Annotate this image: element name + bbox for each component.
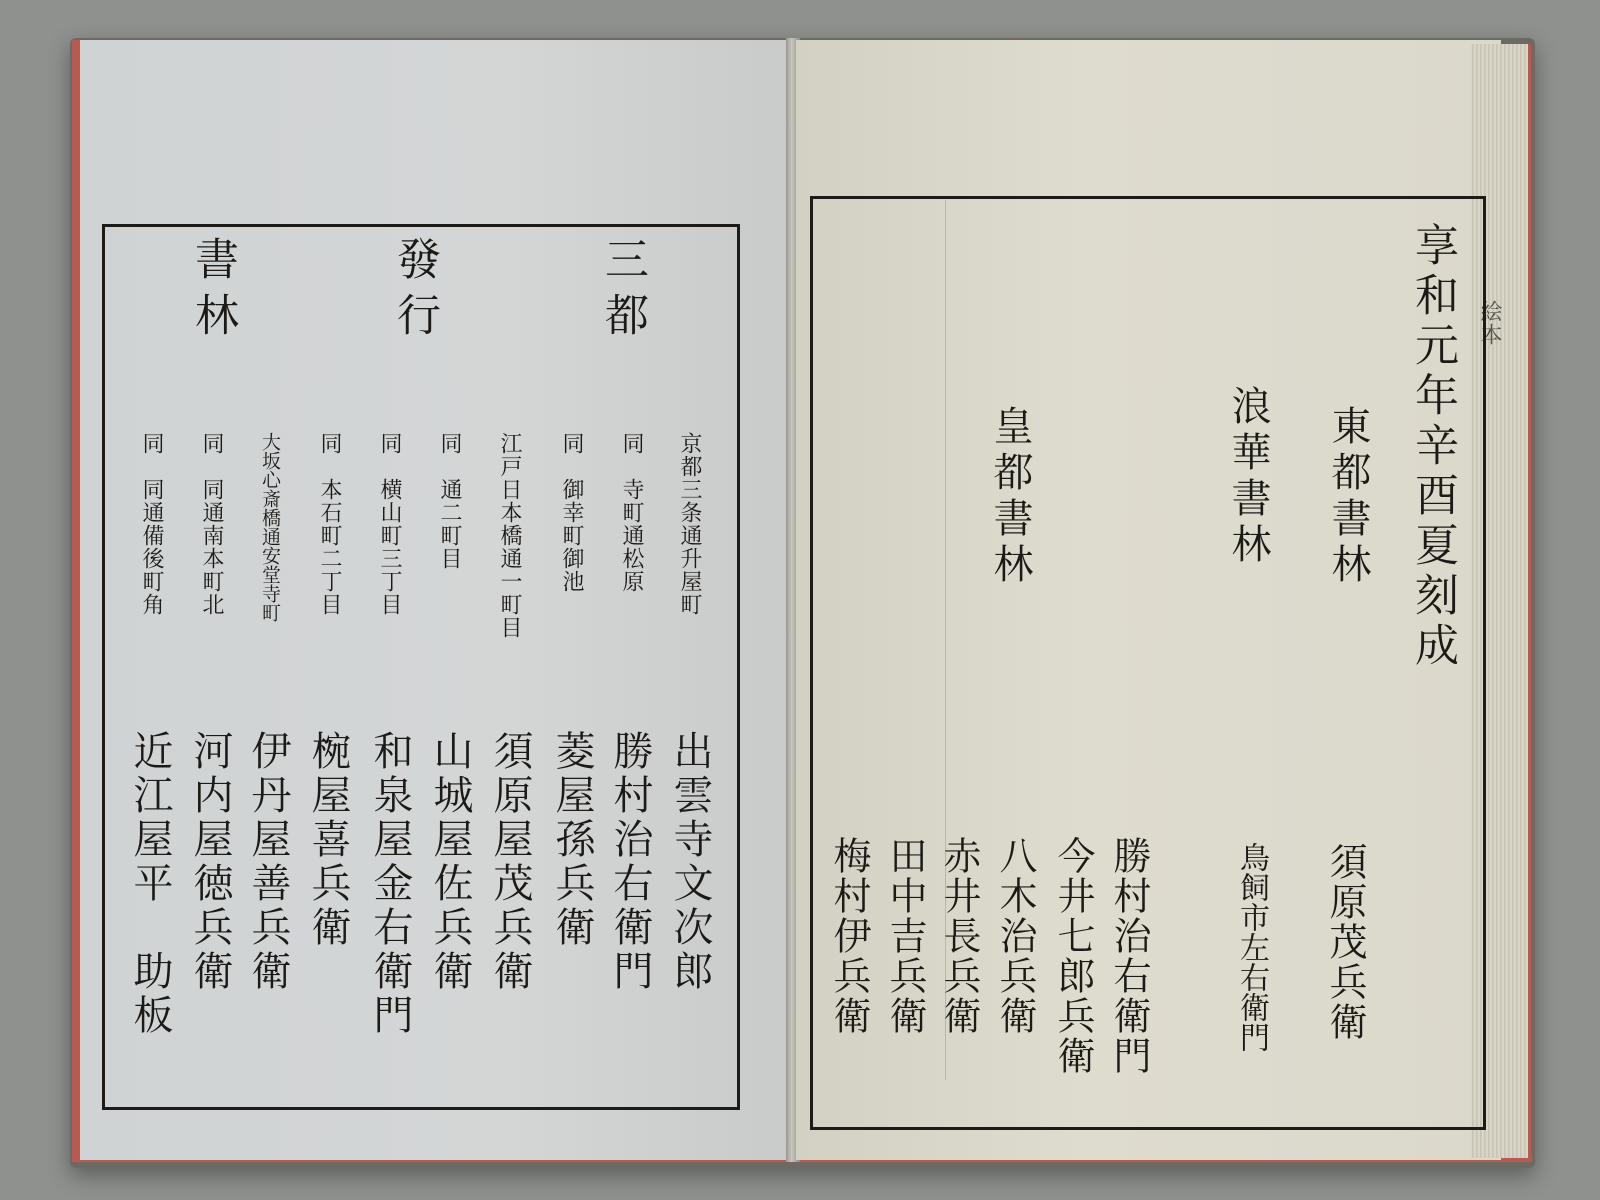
address-1: 京都三条通升屋町	[677, 432, 702, 616]
shop-name-1: 出雲寺文次郎	[667, 730, 713, 994]
header-hakko: 發行	[389, 236, 440, 348]
group-heading-naniwa: 浪華書林	[1225, 385, 1271, 569]
shop-name-10: 近江屋平 助板	[127, 730, 173, 1038]
shop-name-7: 椀屋喜兵衛	[305, 730, 351, 950]
header-sanjin: 三都	[597, 236, 648, 348]
address-8: 大坂心斎橋通安堂寺町	[259, 432, 281, 622]
shop-name-8: 伊丹屋善兵衛	[245, 730, 291, 994]
publisher-name-3: 勝村治右衛門	[1107, 836, 1151, 1076]
shop-name-3: 菱屋孫兵衛	[549, 730, 595, 950]
publisher-name-2: 鳥飼市左右衛門	[1234, 842, 1269, 1052]
address-6: 同 横山町三丁目	[377, 432, 402, 616]
shop-name-2: 勝村治右衛門	[607, 730, 653, 994]
address-3: 同 御幸町御池	[559, 432, 584, 593]
group-heading-toto: 東都書林	[1325, 405, 1371, 589]
publisher-name-6: 赤井長兵衛	[937, 836, 981, 1036]
group-heading-koto: 皇都書林	[987, 405, 1033, 589]
shop-name-9: 河内屋徳兵衛	[187, 730, 233, 994]
address-2: 同 寺町通松原	[619, 432, 644, 593]
address-4: 江戸日本橋通一町目	[497, 432, 522, 639]
publisher-name-5: 八木治兵衛	[993, 836, 1037, 1036]
publisher-name-7: 田中吉兵衛	[883, 836, 927, 1036]
address-5: 同 通二町目	[437, 432, 462, 570]
address-7: 同 本石町二丁目	[317, 432, 342, 616]
spine-label: 絵本	[1477, 300, 1502, 346]
address-9: 同 同通南本町北	[199, 432, 224, 616]
shop-name-6: 和泉屋金右衛門	[367, 730, 413, 1038]
publisher-name-1: 須原茂兵衛	[1323, 842, 1367, 1042]
colophon-title: 享和元年辛酉夏刻成	[1407, 222, 1458, 672]
cover-edge-left	[72, 40, 80, 1162]
address-10: 同 同通備後町角	[139, 432, 164, 616]
publisher-name-8: 梅村伊兵衛	[827, 836, 871, 1036]
header-shorin: 書林	[187, 236, 238, 348]
publisher-name-4: 今井七郎兵衛	[1051, 836, 1095, 1076]
shop-name-4: 須原屋茂兵衛	[487, 730, 533, 994]
shop-name-5: 山城屋佐兵衛	[427, 730, 473, 994]
